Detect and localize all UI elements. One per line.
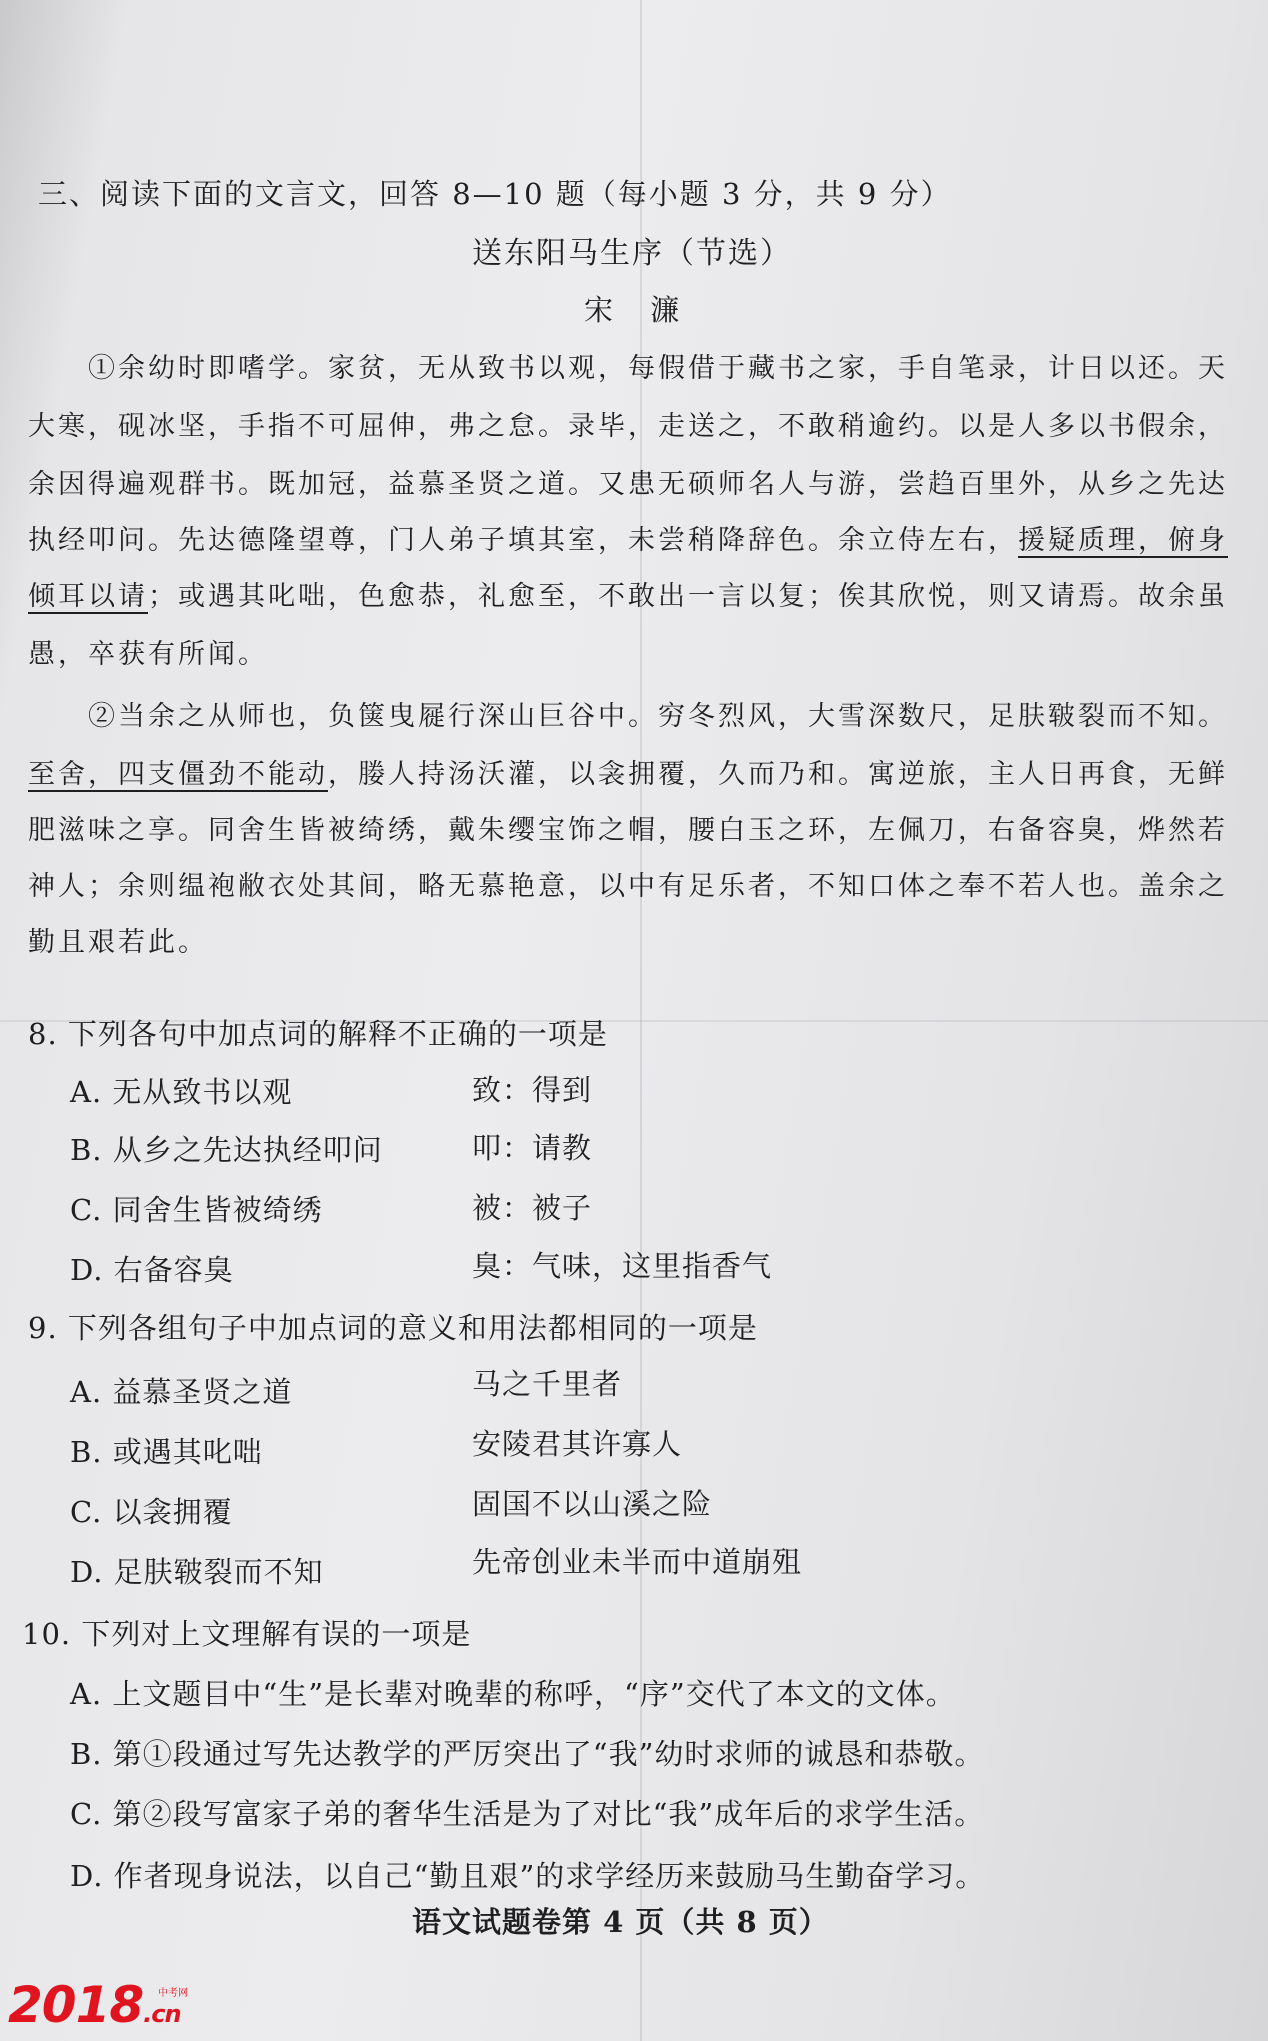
paragraph-1-line-5-text: ；或遇其叱咄，色愈恭，礼愈至，不敢出一言以复；俟其欣悦，则又请焉。故余虽 — [148, 581, 1228, 612]
option-letter: C. — [70, 1797, 103, 1831]
option-letter: C. — [70, 1495, 103, 1529]
question-9 — [28, 1306, 758, 1347]
q8-option-a — [70, 1070, 292, 1111]
option-letter: A. — [70, 1375, 103, 1409]
option-text: 足肤皲裂而不知 — [113, 1555, 324, 1589]
watermark-main: 2018 — [8, 1976, 144, 2034]
page-footer: 语文试题卷第 4 页（共 8 页） — [412, 1905, 829, 1939]
option-text: 从乡之先达执经叩问 — [112, 1133, 383, 1167]
question-10 — [22, 1612, 471, 1653]
option-letter: D. — [70, 1859, 104, 1893]
q9-option-b — [70, 1430, 263, 1471]
q9-option-d-note: 先帝创业未半而中道崩殂 — [472, 1545, 803, 1579]
q8-option-c — [70, 1188, 323, 1229]
option-text: 以衾拥覆 — [112, 1495, 233, 1529]
option-text: 第①段通过写先达教学的严厉突出了“我”幼时求师的诚恳和恭敬。 — [112, 1737, 985, 1771]
section-heading: 三、阅读下面的文言文，回答 8—10 题（每小题 3 分，共 9 分） — [38, 177, 952, 211]
underlined-sentence-part-2: 倾耳以请 — [28, 581, 148, 612]
option-letter: B. — [70, 1737, 103, 1771]
option-letter: A. — [70, 1677, 103, 1711]
question-stem: 下列对上文理解有误的一项是 — [81, 1617, 472, 1651]
paragraph-1-line-5 — [28, 574, 1228, 613]
question-stem: 下列各组句子中加点词的意义和用法都相同的一项是 — [67, 1311, 758, 1345]
paragraph-2-line-2 — [28, 752, 1228, 791]
question-number: 9. — [28, 1311, 58, 1345]
paragraph-1-line-3: 余因得遍观群书。既加冠，益慕圣贤之道。又患无硕师名人与游，尝趋百里外，从乡之先达 — [28, 469, 1228, 500]
underlined-sentence-part-1: 援疑质理，俯身 — [1018, 525, 1228, 556]
q10-option-b — [70, 1732, 984, 1773]
paragraph-2-line-1: ②当余之从师也，负箧曳屣行深山巨谷中。穷冬烈风，大雪深数尺，足肤皲裂而不知。 — [88, 701, 1228, 732]
paragraph-1-line-6: 愚，卒获有所闻。 — [28, 639, 268, 670]
option-text: 同舍生皆被绮绣 — [112, 1193, 323, 1227]
option-letter: B. — [70, 1133, 103, 1167]
q9-option-d — [70, 1550, 324, 1591]
option-text: 或遇其叱咄 — [112, 1435, 263, 1469]
option-text: 上文题目中“生”是长辈对晚辈的称呼，“序”交代了本文的文体。 — [112, 1677, 956, 1711]
underlined-sentence-2: 至舍，四支僵劲不能动 — [28, 759, 328, 790]
q8-option-d — [70, 1248, 234, 1289]
paragraph-1-line-2: 大寒，砚冰坚，手指不可屈伸，弗之怠。录毕，走送之，不敢稍逾约。以是人多以书假余， — [28, 411, 1228, 442]
question-number: 10. — [22, 1617, 72, 1651]
q9-option-a-note: 马之千里者 — [472, 1367, 623, 1401]
q8-option-a-note: 致：得到 — [472, 1073, 593, 1107]
q10-option-d — [70, 1854, 985, 1895]
option-letter: B. — [70, 1435, 103, 1469]
q10-option-a — [70, 1672, 956, 1713]
q10-option-c — [70, 1792, 984, 1833]
question-stem: 下列各句中加点词的解释不正确的一项是 — [67, 1017, 608, 1051]
paragraph-2-line-3: 肥滋味之享。同舍生皆被绮绣，戴朱缨宝饰之帽，腰白玉之环，左佩刀，右备容臭，烨然若 — [28, 815, 1228, 846]
option-letter: D. — [70, 1253, 104, 1287]
paragraph-1-line-1: ①余幼时即嗜学。家贫，无从致书以观，每假借于藏书之家，手自笔录，计日以还。天 — [88, 353, 1228, 384]
option-letter: A. — [70, 1075, 103, 1109]
paragraph-2-line-5: 勤且艰若此。 — [28, 927, 208, 958]
option-text: 益慕圣贤之道 — [112, 1375, 293, 1409]
question-8 — [28, 1012, 608, 1053]
question-number: 8. — [28, 1017, 58, 1051]
watermark-suffix: .cn — [143, 2000, 181, 2028]
option-letter: D. — [70, 1555, 104, 1589]
option-letter: C. — [70, 1193, 103, 1227]
q8-option-c-note: 被：被子 — [472, 1191, 593, 1225]
option-text: 作者现身说法，以自己“勤且艰”的求学经历来鼓励马生勤奋学习。 — [113, 1859, 986, 1893]
option-text: 无从致书以观 — [112, 1075, 293, 1109]
q9-option-a — [70, 1370, 292, 1411]
q9-option-c-note: 固国不以山溪之险 — [472, 1487, 713, 1521]
q9-option-b-note: 安陵君其许寡人 — [472, 1427, 683, 1461]
option-text: 第②段写富家子弟的奢华生活是为了对比“我”成年后的求学生活。 — [112, 1797, 985, 1831]
q8-option-b — [70, 1128, 383, 1169]
watermark-small: 中考网 — [158, 1988, 188, 1999]
watermark-logo — [8, 1976, 181, 2034]
passage-title: 送东阳马生序（节选） — [472, 236, 792, 271]
q8-option-d-note: 臭：气味，这里指香气 — [472, 1249, 773, 1283]
q8-option-b-note: 叩：请教 — [472, 1131, 593, 1165]
q9-option-c — [70, 1490, 233, 1531]
paragraph-1-line-4-text: 执经叩问。先达德隆望尊，门人弟子填其室，未尝稍降辞色。余立侍左右， — [28, 525, 1018, 556]
passage-author: 宋 濂 — [584, 293, 694, 327]
paragraph-2-line-4: 神人；余则缊袍敝衣处其间，略无慕艳意，以中有足乐者，不知口体之奉不若人也。盖余之 — [28, 871, 1228, 902]
option-text: 右备容臭 — [113, 1253, 234, 1287]
paragraph-1-line-4 — [28, 518, 1228, 557]
paragraph-2-line-2-text: ，媵人持汤沃灌，以衾拥覆，久而乃和。寓逆旅，主人日再食，无鲜 — [328, 759, 1228, 790]
